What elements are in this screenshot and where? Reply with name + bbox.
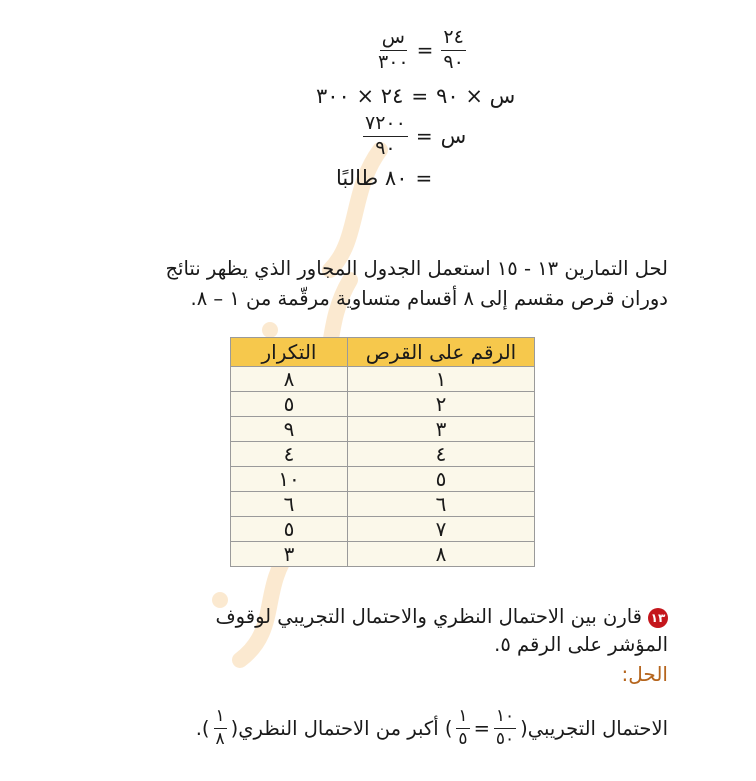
header-disc-number: الرقم على القرص <box>348 338 535 367</box>
equation-row-1: $\frac{\text{س}}{٣٠٠}$ = $\frac{٢٤}{٩٠}$ <box>378 26 464 73</box>
table-row: ٣ ٩ <box>231 417 535 442</box>
table-row: ٤ ٤ <box>231 442 535 467</box>
fraction-right: $\frac{\text{س}}{٣٠٠}$ <box>378 26 409 73</box>
question-number-badge: ١٣ <box>648 608 668 628</box>
solution-label: الحل: <box>621 662 668 686</box>
table-row: ١ ٨ <box>231 367 535 392</box>
frequency-table <box>230 337 535 567</box>
equation-row-4: ٨٠ طالبًا = <box>336 166 433 190</box>
fraction-result: $\frac{٧٢٠٠}{٩٠}$ <box>365 112 406 159</box>
fraction-experimental: $\frac{١٠}{٥٠}$ <box>495 706 515 749</box>
fraction-simplified: $\frac{١}{٥}$ <box>458 706 468 749</box>
table-header-row <box>231 338 535 367</box>
fraction-theoretical: $\frac{١}{٨}$ <box>215 706 225 749</box>
equation-row-3: $\frac{٧٢٠٠}{٩٠}$ = س <box>365 112 467 159</box>
table-row: ٢ ٥ <box>231 392 535 417</box>
table-row: ٧ ٥ <box>231 517 535 542</box>
equation-row-2: ٢٤ × ٣٠٠ = س × ٩٠ <box>316 84 516 108</box>
table-row: ٦ ٦ <box>231 492 535 517</box>
fraction-left: $\frac{٢٤}{٩٠}$ <box>443 26 464 73</box>
table-row: ٨ ٣ <box>231 542 535 567</box>
answer-line: الاحتمال التجريبي( $\frac{١٠}{٥٠}$ = $\frac{١}{٥}$ ) أكبر من الاحتمال النظري( $\frac{١}{٨}$ ). <box>195 706 668 749</box>
table-row: ٥ ١٠ <box>231 467 535 492</box>
instructions-paragraph: لحل التمارين ١٣ - ١٥ استعمل الجدول المجاور الذي يظهر نتائج دوران قرص مقسم إلى ٨ أقسام متساوية مرقّمة من ١ – ٨. <box>165 257 668 310</box>
header-frequency: التكرار <box>231 338 348 367</box>
question-13: ١٣قارن بين الاحتمال النظري والاحتمال التجريبي لوقوف المؤشر على الرقم ٥. <box>215 605 668 656</box>
